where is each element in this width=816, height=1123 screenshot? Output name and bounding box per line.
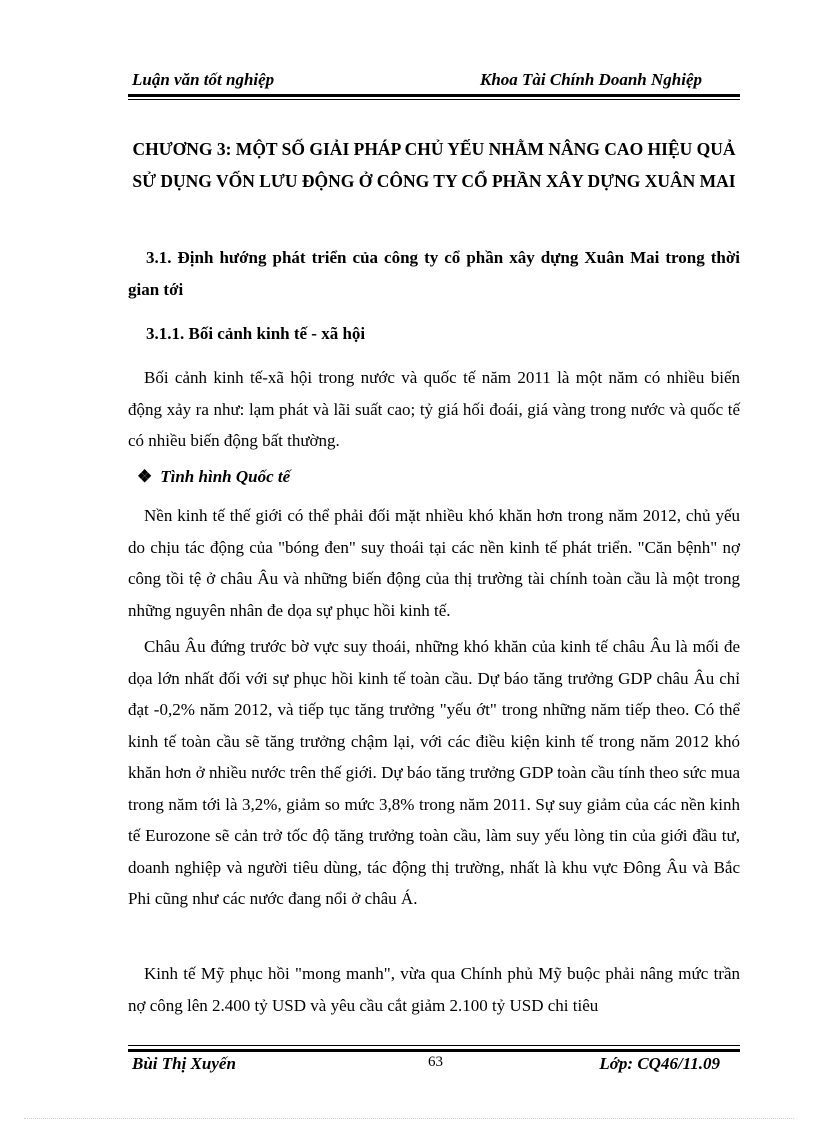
bottom-dotted-divider: [24, 1118, 794, 1120]
footer-rule-thick: [128, 1049, 740, 1052]
footer-class-code: Lớp: CQ46/11.09: [599, 1054, 720, 1073]
section-heading-3-1: 3.1. Định hướng phát triển của công ty cổ phần xây dựng Xuân Mai trong thời gian tới: [128, 248, 740, 299]
page-footer: [128, 1054, 740, 1076]
paragraph-context: Bối cảnh kinh tế-xã hội trong nước và quốc tế năm 2011 là một năm có nhiều biến động xảy ra như: lạm phát và lãi suất cao; tỷ giá hối đoái, giá vàng trong nước và quốc tế có nhiều biến động bất thường.: [128, 368, 740, 450]
header-faculty-label: Khoa Tài Chính Doanh Nghiệp: [479, 70, 702, 89]
footer-page-number: 63: [428, 1054, 443, 1070]
header-rule-thin: [128, 99, 740, 100]
chapter-title: CHƯƠNG 3: MỘT SỐ GIẢI PHÁP CHỦ YẾU NHẰM NÂNG CAO HIỆU QUẢ SỬ DỤNG VỐN LƯU ĐỘNG Ở CÔNG TY CỔ PHẦN XÂY DỰNG XUÂN MAI: [132, 139, 736, 191]
paragraph-europe: Châu Âu đứng trước bờ vực suy thoái, những khó khăn của kinh tế châu Âu là mối đe dọa lớn nhất đối với sự phục hồi kinh tế toàn cầu. Dự báo tăng trưởng GDP châu Âu chỉ đạt -0,2% năm 2012, và tiếp tục tăng trưởng "yếu ớt" trong những năm tiếp theo. Có thể kinh tế toàn cầu sẽ tăng trưởng chậm lại, với các điều kiện kinh tế trong năm 2012 khó khăn hơn ở nhiều nước trên thế giới. Dự báo tăng trưởng GDP toàn cầu tính theo sức mua trong năm tới là 3,2%, giảm so mức 3,8% trong năm 2011. Sự suy giảm của các nền kinh tế Eurozone sẽ cản trở tốc độ tăng trưởng toàn cầu, làm suy yếu lòng tin của giới đầu tư, doanh nghiệp và người tiêu dùng, tác động thị trường, nhất là khu vực Đông Âu và Bắc Phi cũng như các nước đang nổi ở châu Á.: [128, 637, 740, 908]
header-thesis-label: Luận văn tốt nghiệp: [132, 70, 275, 89]
footer-rule-thin: [128, 1045, 740, 1046]
footer-author: Bùi Thị Xuyến: [132, 1054, 236, 1073]
bullet-heading-text: Tình hình Quốc tế: [160, 467, 291, 486]
bullet-heading-international: [137, 467, 290, 487]
paragraph-world-economy: Nền kinh tế thế giới có thể phải đối mặt nhiều khó khăn hơn trong năm 2012, chủ yếu do chịu tác động của "bóng đen" suy thoái tại các nền kinh tế phát triển. "Căn bệnh" nợ công tồi tệ ở châu Âu và những biến động của thị trường tài chính toàn cầu là một trong những nguyên nhân đe dọa sự phục hồi kinh tế.: [128, 506, 740, 620]
diamond-bullet-icon: ❖: [137, 467, 153, 486]
page-header: [128, 70, 740, 92]
paragraph-us-economy: Kinh tế Mỹ phục hồi "mong manh", vừa qua Chính phủ Mỹ buộc phải nâng mức trần nợ công lên 2.400 tỷ USD và yêu cầu cắt giảm 2.100 tỷ USD chi tiêu: [128, 964, 740, 1015]
section-heading-3-1-1: 3.1.1. Bối cảnh kinh tế - xã hội: [146, 324, 366, 343]
header-rule-thick: [128, 94, 740, 97]
